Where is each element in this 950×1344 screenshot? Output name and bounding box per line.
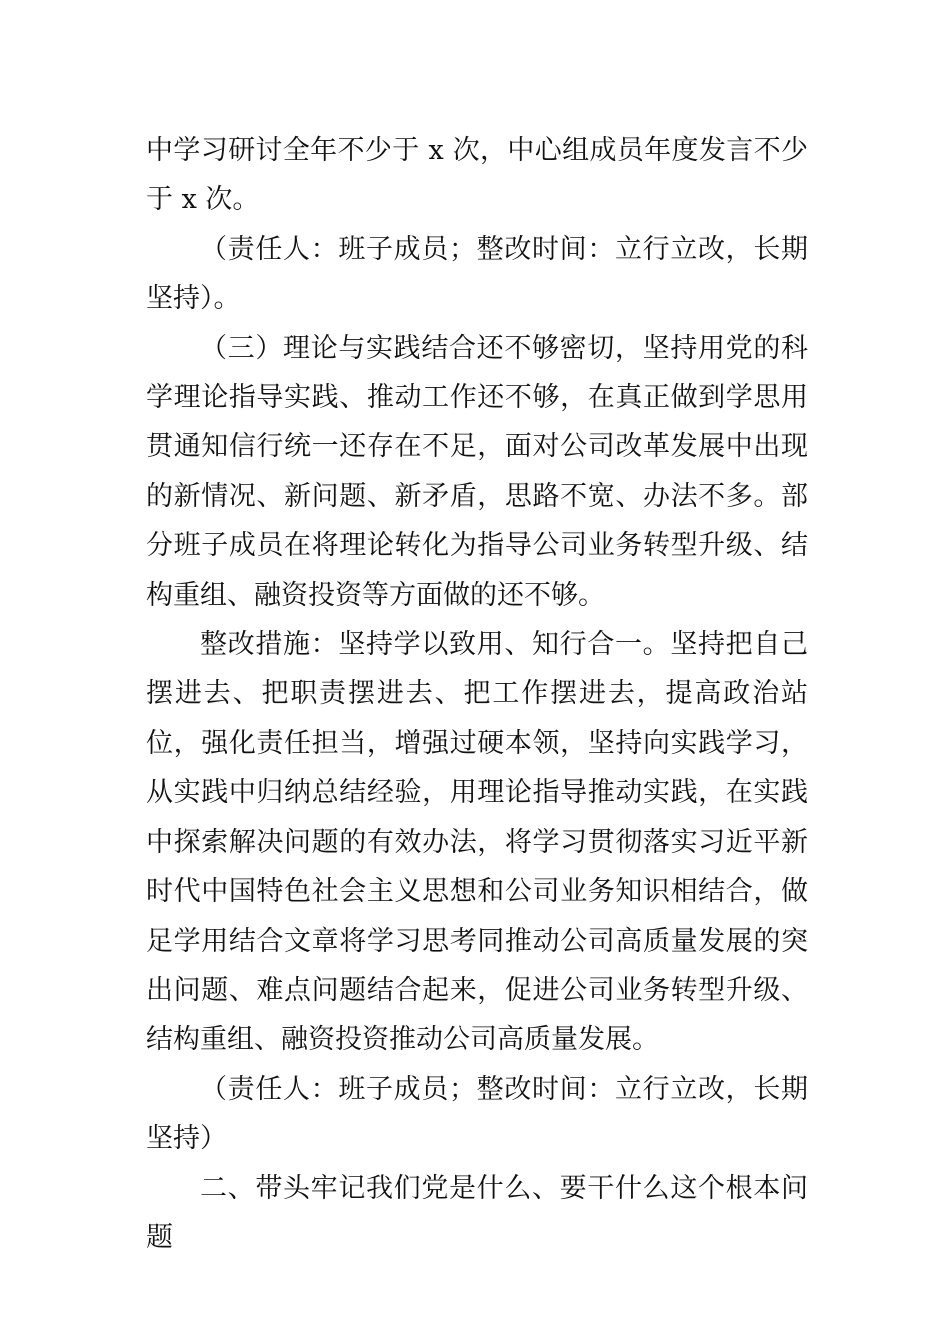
paragraph-problem-three: （三）理论与实践结合还不够密切，坚持用党的科学理论指导实践、推动工作还不够，在真正做到学思用贯通知信行统一还存在不足，面对公司改革发展中出现的新情况、新问题、新矛盾，思路不宽、办法不多。部分班子成员在将理论转化为指导公司业务转型升级、结构重组、融资投资等方面做的还不够。 [146,332,808,611]
section-heading-two: 二、带头牢记我们党是什么、要干什么这个根本问题 [146,1172,808,1253]
paragraph-rectification-measures: 整改措施：坚持学以致用、知行合一。坚持把自己摆进去、把职责摆进去、把工作摆进去，提高政治站位，强化责任担当，增强过硬本领，坚持向实践学习，从实践中归纳总结经验，用理论指导推动实践，在实践中探索解决问题的有效办法，将学习贯彻落实习近平新时代中国特色社会主义思想和公司业务知识相结合，做足学用结合文章将学习思考同推动公司高质量发展的突出问题、难点问题结合起来，促进公司业务转型升级、结构重组、融资投资推动公司高质量发展。 [146,629,808,1056]
document-page [146,126,808,1262]
paragraph-study-frequency: 中学习研讨全年不少于 x 次，中心组成员年度发言不少于 x 次。 [146,135,808,216]
paragraph-responsibility-2: （责任人：班子成员；整改时间：立行立改，长期坚持） [146,1073,808,1155]
paragraph-responsibility-1: （责任人：班子成员；整改时间：立行立改，长期坚持）。 [146,233,808,315]
